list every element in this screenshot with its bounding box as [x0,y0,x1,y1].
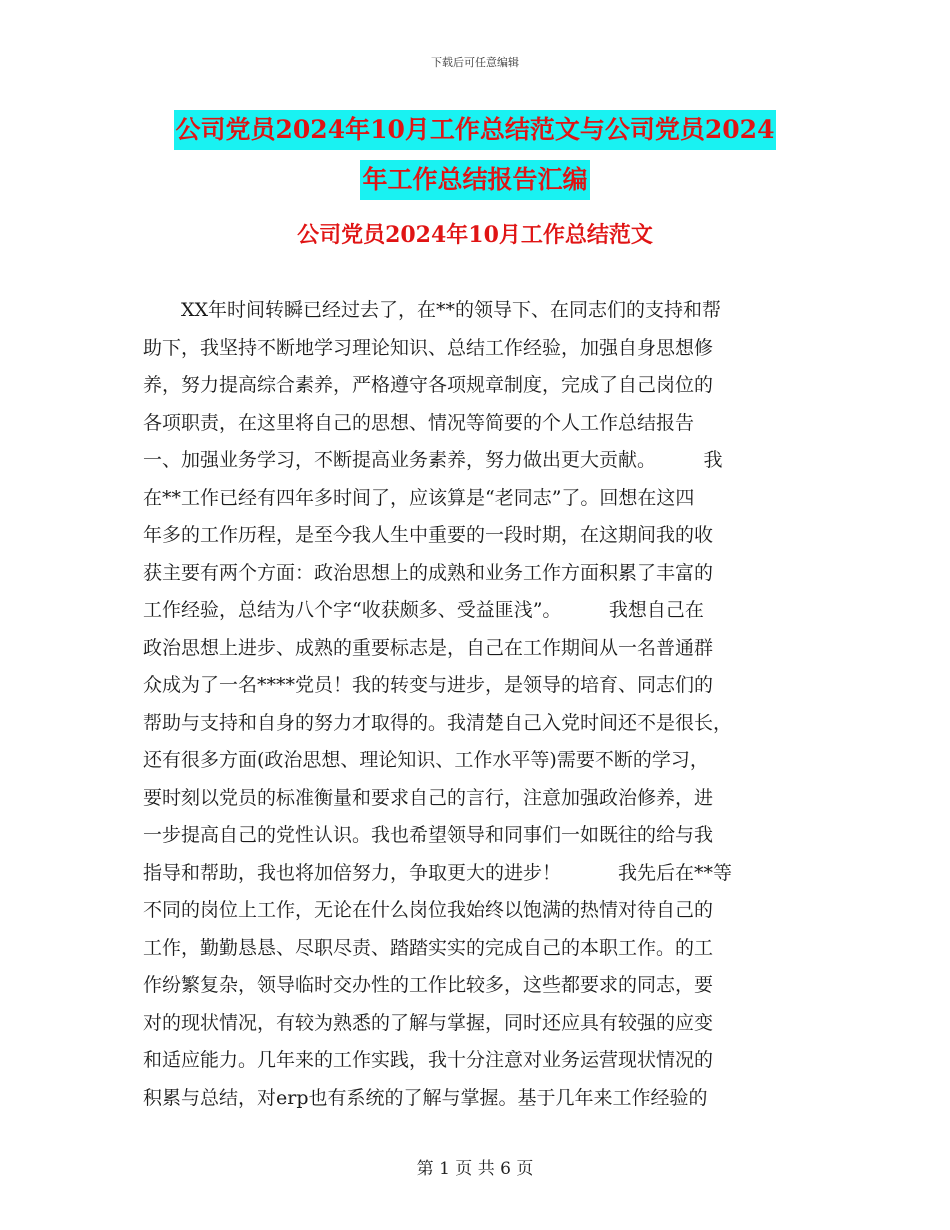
body-line: 助下，我坚持不断地学习理论知识、总结工作经验，加强自身思想修 [143,336,714,359]
body-line: 一、加强业务学习，不断提高业务素养，努力做出更大贡献。 我 [143,449,723,471]
body-line: 不同的岗位上工作，无论在什么岗位我始终以饱满的热情对待自己的 [143,899,714,921]
body-line: 帮助与支持和自身的努力才取得的。我清楚自己入党时间还不是很长， [143,711,733,734]
body-line: 获主要有两个方面：政治思想上的成熟和业务工作方面积累了丰富的 [143,561,714,584]
section-subtitle: 公司党员2024年10月工作总结范文 [297,222,653,248]
body-line: 各项职责，在这里将自己的思想、情况等简要的个人工作总结报告 [143,411,695,434]
body-line: 养，努力提高综合素养，严格遵守各项规章制度，完成了自己岗位的 [143,374,714,396]
body-line: 对的现状情况，有较为熟悉的了解与掌握，同时还应具有较强的应变 [143,1011,714,1034]
body-line: 政治思想上进步、成熟的重要标志是，自己在工作期间从一名普通群 [143,636,714,659]
body-line: 还有很多方面(政治思想、理论知识、工作水平等)需要不断的学习， [143,749,709,771]
body-line: 在**工作已经有四年多时间了，应该算是“老同志”了。回想在这四 [143,486,695,509]
page-footer: 第 1 页 共 6 页 [416,1159,534,1179]
body-line: 指导和帮助，我也将加倍努力，争取更大的进步！ 我先后在**等 [143,861,733,884]
body-line: 众成为了一名****党员！我的转变与进步，是领导的培育、同志们的 [143,674,714,696]
body-line: 工作，勤勤恳恳、尽职尽责、踏踏实实的完成自己的本职工作。的工 [143,936,714,959]
body-text [143,292,803,1117]
document-title [0,110,950,210]
header-note: 下载后可任意编辑 [431,56,519,69]
body-line: 积累与总结，对erp也有系统的了解与掌握。基于几年来工作经验的 [143,1086,708,1109]
body-line: 年多的工作历程，是至今我人生中重要的一段时期，在这期间我的收 [143,524,714,546]
body-line: 和适应能力。几年来的工作实践，我十分注意对业务运营现状情况的 [143,1049,714,1071]
body-line: 工作经验，总结为八个字“收获颇多、受益匪浅”。 我想自己在 [143,599,704,621]
body-line: 要时刻以党员的标准衡量和要求自己的言行，注意加强政治修养，进 [143,786,714,809]
body-line: XX年时间转瞬已经过去了，在**的领导下、在同志们的支持和帮 [143,299,722,321]
title-line-1: 公司党员2024年10月工作总结范文与公司党员2024 [174,110,777,150]
body-line: 作纷繁复杂，领导临时交办性的工作比较多，这些都要求的同志，要 [143,974,714,996]
body-line: 一步提高自己的党性认识。我也希望领导和同事们一如既往的给与我 [143,824,714,846]
title-line-2: 年工作总结报告汇编 [360,160,589,200]
